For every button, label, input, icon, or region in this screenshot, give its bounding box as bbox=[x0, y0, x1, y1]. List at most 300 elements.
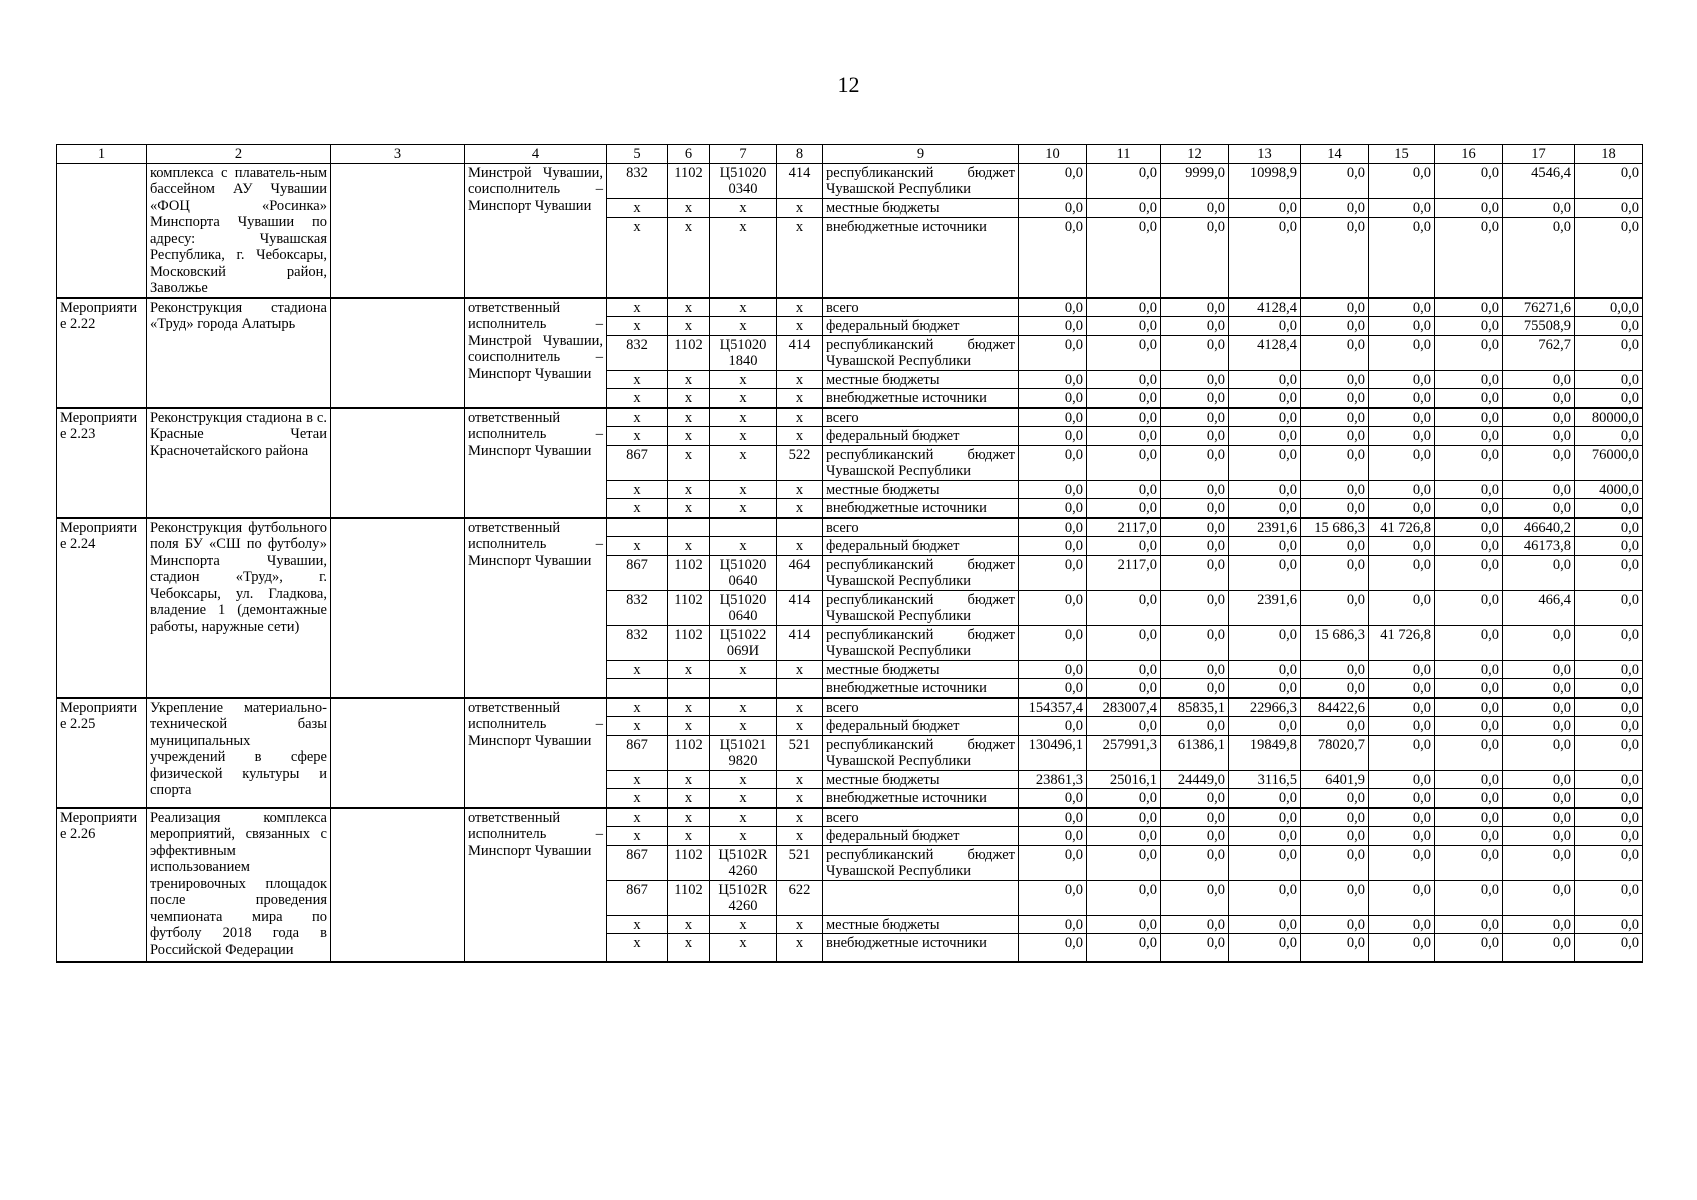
column-header-2: 2 bbox=[147, 145, 331, 164]
expense-type-code: 521 bbox=[777, 735, 823, 770]
value-col-10: 0,0 bbox=[1019, 555, 1087, 590]
expense-type-code: 414 bbox=[777, 590, 823, 625]
expense-type-code: 622 bbox=[777, 880, 823, 915]
value-col-17: 466,4 bbox=[1503, 590, 1575, 625]
value-col-14: 0,0 bbox=[1301, 335, 1369, 370]
value-col-18: 76000,0 bbox=[1575, 445, 1643, 480]
value-col-12: 0,0 bbox=[1161, 789, 1229, 808]
value-col-15: 0,0 bbox=[1369, 808, 1435, 827]
section-code: x bbox=[668, 717, 710, 736]
value-col-12: 0,0 bbox=[1161, 298, 1229, 317]
value-col-10: 154357,4 bbox=[1019, 698, 1087, 717]
value-col-17: 0,0 bbox=[1503, 427, 1575, 446]
measure-column-3 bbox=[331, 808, 465, 962]
value-col-10: 0,0 bbox=[1019, 845, 1087, 880]
value-col-17: 0,0 bbox=[1503, 770, 1575, 789]
value-col-14: 0,0 bbox=[1301, 789, 1369, 808]
target-article-code: Ц51022 069И bbox=[710, 625, 777, 660]
expense-type-code: x bbox=[777, 698, 823, 717]
expense-type-code: x bbox=[777, 808, 823, 827]
expense-type-code: x bbox=[777, 408, 823, 427]
column-header-13: 13 bbox=[1229, 145, 1301, 164]
value-col-18: 0,0 bbox=[1575, 915, 1643, 934]
value-col-17: 0,0 bbox=[1503, 934, 1575, 962]
value-col-10: 0,0 bbox=[1019, 880, 1087, 915]
value-col-12: 0,0 bbox=[1161, 408, 1229, 427]
value-col-17: 0,0 bbox=[1503, 827, 1575, 846]
section-code: x bbox=[668, 389, 710, 408]
value-col-12: 0,0 bbox=[1161, 827, 1229, 846]
value-col-14: 0,0 bbox=[1301, 590, 1369, 625]
value-col-14: 0,0 bbox=[1301, 298, 1369, 317]
value-col-15: 0,0 bbox=[1369, 408, 1435, 427]
value-col-13: 0,0 bbox=[1229, 934, 1301, 962]
value-col-15: 0,0 bbox=[1369, 199, 1435, 218]
value-col-13: 22966,3 bbox=[1229, 698, 1301, 717]
value-col-13: 4128,4 bbox=[1229, 298, 1301, 317]
expense-type-code: x bbox=[777, 218, 823, 298]
value-col-10: 0,0 bbox=[1019, 389, 1087, 408]
value-col-17: 0,0 bbox=[1503, 370, 1575, 389]
value-col-13: 0,0 bbox=[1229, 625, 1301, 660]
value-col-14: 0,0 bbox=[1301, 480, 1369, 499]
ministry-code: 867 bbox=[607, 445, 668, 480]
expense-type-code: x bbox=[777, 537, 823, 556]
section-code: x bbox=[668, 480, 710, 499]
value-col-15: 0,0 bbox=[1369, 427, 1435, 446]
target-article-code: x bbox=[710, 370, 777, 389]
target-article-code: x bbox=[710, 660, 777, 679]
value-col-10: 0,0 bbox=[1019, 660, 1087, 679]
value-col-11: 0,0 bbox=[1087, 427, 1161, 446]
column-header-8: 8 bbox=[777, 145, 823, 164]
value-col-16: 0,0 bbox=[1435, 298, 1503, 317]
funding-source: республиканский бюджет Чувашской Республики bbox=[823, 845, 1019, 880]
expense-type-code: x bbox=[777, 915, 823, 934]
ministry-code: 832 bbox=[607, 335, 668, 370]
ministry-code: 867 bbox=[607, 845, 668, 880]
target-article-code: x bbox=[710, 389, 777, 408]
value-col-18: 0,0 bbox=[1575, 199, 1643, 218]
value-col-18: 0,0 bbox=[1575, 735, 1643, 770]
funding-source: республиканский бюджет Чувашской Республики bbox=[823, 590, 1019, 625]
value-col-13: 0,0 bbox=[1229, 537, 1301, 556]
target-article-code: x bbox=[710, 427, 777, 446]
column-header-15: 15 bbox=[1369, 145, 1435, 164]
ministry-code: 867 bbox=[607, 735, 668, 770]
column-header-18: 18 bbox=[1575, 145, 1643, 164]
ministry-code: 867 bbox=[607, 880, 668, 915]
value-col-15: 0,0 bbox=[1369, 679, 1435, 698]
value-col-12: 0,0 bbox=[1161, 555, 1229, 590]
value-col-13: 3116,5 bbox=[1229, 770, 1301, 789]
funding-source: федеральный бюджет bbox=[823, 717, 1019, 736]
section-code: 1102 bbox=[668, 590, 710, 625]
target-article-code: x bbox=[710, 408, 777, 427]
value-col-18: 0,0 bbox=[1575, 679, 1643, 698]
value-col-14: 0,0 bbox=[1301, 880, 1369, 915]
section-code: x bbox=[668, 934, 710, 962]
target-article-code: x bbox=[710, 789, 777, 808]
section-code: x bbox=[668, 370, 710, 389]
column-header-11: 11 bbox=[1087, 145, 1161, 164]
value-col-17: 0,0 bbox=[1503, 735, 1575, 770]
expense-type-code: 521 bbox=[777, 845, 823, 880]
ministry-code: x bbox=[607, 698, 668, 717]
table-row bbox=[57, 698, 1643, 717]
section-code: x bbox=[668, 317, 710, 336]
target-article-code: x bbox=[710, 199, 777, 218]
expense-type-code: x bbox=[777, 717, 823, 736]
value-col-16: 0,0 bbox=[1435, 625, 1503, 660]
value-col-12: 0,0 bbox=[1161, 218, 1229, 298]
value-col-14: 0,0 bbox=[1301, 934, 1369, 962]
measure-number bbox=[57, 163, 147, 298]
column-header-5: 5 bbox=[607, 145, 668, 164]
value-col-17: 0,0 bbox=[1503, 199, 1575, 218]
value-col-16: 0,0 bbox=[1435, 915, 1503, 934]
value-col-16: 0,0 bbox=[1435, 370, 1503, 389]
measure-executor: Минстрой Чувашии, соисполнитель – Минспорт Чувашии bbox=[465, 163, 607, 298]
value-col-17: 0,0 bbox=[1503, 555, 1575, 590]
value-col-18: 0,0 bbox=[1575, 770, 1643, 789]
section-code: x bbox=[668, 915, 710, 934]
value-col-11: 0,0 bbox=[1087, 827, 1161, 846]
value-col-13: 0,0 bbox=[1229, 679, 1301, 698]
ministry-code: x bbox=[607, 789, 668, 808]
value-col-11: 0,0 bbox=[1087, 537, 1161, 556]
value-col-14: 0,0 bbox=[1301, 499, 1369, 518]
value-col-16: 0,0 bbox=[1435, 934, 1503, 962]
value-col-12: 0,0 bbox=[1161, 915, 1229, 934]
measure-executor: ответственный исполнитель – Минспорт Чувашии bbox=[465, 408, 607, 518]
value-col-13: 0,0 bbox=[1229, 317, 1301, 336]
value-col-13: 0,0 bbox=[1229, 915, 1301, 934]
value-col-12: 0,0 bbox=[1161, 679, 1229, 698]
target-article-code: x bbox=[710, 298, 777, 317]
value-col-15: 0,0 bbox=[1369, 735, 1435, 770]
value-col-16: 0,0 bbox=[1435, 698, 1503, 717]
value-col-10: 0,0 bbox=[1019, 370, 1087, 389]
expense-type-code: x bbox=[777, 199, 823, 218]
value-col-10: 0,0 bbox=[1019, 789, 1087, 808]
value-col-17: 0,0 bbox=[1503, 915, 1575, 934]
value-col-14: 0,0 bbox=[1301, 370, 1369, 389]
section-code: x bbox=[668, 445, 710, 480]
value-col-14: 78020,7 bbox=[1301, 735, 1369, 770]
value-col-12: 0,0 bbox=[1161, 199, 1229, 218]
value-col-18: 0,0 bbox=[1575, 660, 1643, 679]
value-col-15: 0,0 bbox=[1369, 770, 1435, 789]
value-col-14: 0,0 bbox=[1301, 679, 1369, 698]
value-col-15: 0,0 bbox=[1369, 370, 1435, 389]
expense-type-code: x bbox=[777, 370, 823, 389]
expense-type-code: 522 bbox=[777, 445, 823, 480]
value-col-15: 0,0 bbox=[1369, 590, 1435, 625]
funding-source: местные бюджеты bbox=[823, 199, 1019, 218]
value-col-10: 0,0 bbox=[1019, 537, 1087, 556]
value-col-11: 0,0 bbox=[1087, 808, 1161, 827]
expense-type-code: x bbox=[777, 298, 823, 317]
value-col-17: 0,0 bbox=[1503, 218, 1575, 298]
value-col-10: 0,0 bbox=[1019, 199, 1087, 218]
column-header-16: 16 bbox=[1435, 145, 1503, 164]
value-col-14: 0,0 bbox=[1301, 660, 1369, 679]
measure-block bbox=[57, 298, 1643, 408]
value-col-14: 0,0 bbox=[1301, 845, 1369, 880]
ministry-code: x bbox=[607, 317, 668, 336]
value-col-15: 0,0 bbox=[1369, 317, 1435, 336]
value-col-16: 0,0 bbox=[1435, 199, 1503, 218]
value-col-13: 0,0 bbox=[1229, 717, 1301, 736]
value-col-15: 0,0 bbox=[1369, 537, 1435, 556]
value-col-10: 0,0 bbox=[1019, 679, 1087, 698]
value-col-12: 0,0 bbox=[1161, 518, 1229, 537]
expense-type-code: x bbox=[777, 827, 823, 846]
value-col-18: 0,0,0 bbox=[1575, 298, 1643, 317]
page-number: 12 bbox=[837, 72, 860, 97]
value-col-11: 0,0 bbox=[1087, 625, 1161, 660]
ministry-code: x bbox=[607, 537, 668, 556]
value-col-16: 0,0 bbox=[1435, 735, 1503, 770]
value-col-14: 6401,9 bbox=[1301, 770, 1369, 789]
value-col-11: 25016,1 bbox=[1087, 770, 1161, 789]
value-col-11: 0,0 bbox=[1087, 389, 1161, 408]
section-code: 1102 bbox=[668, 735, 710, 770]
value-col-13: 0,0 bbox=[1229, 370, 1301, 389]
section-code: 1102 bbox=[668, 555, 710, 590]
budget-table bbox=[56, 144, 1643, 963]
value-col-17: 0,0 bbox=[1503, 625, 1575, 660]
funding-source: республиканский бюджет Чувашской Республики bbox=[823, 445, 1019, 480]
value-col-11: 0,0 bbox=[1087, 408, 1161, 427]
value-col-18: 0,0 bbox=[1575, 499, 1643, 518]
section-code: x bbox=[668, 499, 710, 518]
value-col-17: 76271,6 bbox=[1503, 298, 1575, 317]
value-col-18: 0,0 bbox=[1575, 389, 1643, 408]
section-code bbox=[668, 518, 710, 537]
ministry-code: x bbox=[607, 480, 668, 499]
value-col-16: 0,0 bbox=[1435, 880, 1503, 915]
value-col-16: 0,0 bbox=[1435, 499, 1503, 518]
value-col-12: 0,0 bbox=[1161, 317, 1229, 336]
funding-source: местные бюджеты bbox=[823, 480, 1019, 499]
section-code: x bbox=[668, 427, 710, 446]
expense-type-code: x bbox=[777, 389, 823, 408]
value-col-11: 283007,4 bbox=[1087, 698, 1161, 717]
value-col-13: 0,0 bbox=[1229, 827, 1301, 846]
value-col-12: 61386,1 bbox=[1161, 735, 1229, 770]
target-article-code: Ц51020 0340 bbox=[710, 163, 777, 199]
value-col-12: 0,0 bbox=[1161, 625, 1229, 660]
value-col-11: 0,0 bbox=[1087, 880, 1161, 915]
value-col-16: 0,0 bbox=[1435, 717, 1503, 736]
value-col-12: 9999,0 bbox=[1161, 163, 1229, 199]
value-col-18: 0,0 bbox=[1575, 717, 1643, 736]
expense-type-code: x bbox=[777, 480, 823, 499]
value-col-10: 0,0 bbox=[1019, 590, 1087, 625]
ministry-code: 832 bbox=[607, 163, 668, 199]
expense-type-code: 414 bbox=[777, 163, 823, 199]
value-col-13: 0,0 bbox=[1229, 427, 1301, 446]
value-col-10: 0,0 bbox=[1019, 335, 1087, 370]
value-col-10: 0,0 bbox=[1019, 625, 1087, 660]
value-col-12: 0,0 bbox=[1161, 389, 1229, 408]
value-col-13: 2391,6 bbox=[1229, 518, 1301, 537]
value-col-11: 0,0 bbox=[1087, 445, 1161, 480]
value-col-16: 0,0 bbox=[1435, 679, 1503, 698]
table-row bbox=[57, 298, 1643, 317]
value-col-14: 0,0 bbox=[1301, 218, 1369, 298]
funding-source: внебюджетные источники bbox=[823, 934, 1019, 962]
target-article-code: Ц5102R 4260 bbox=[710, 845, 777, 880]
value-col-10: 0,0 bbox=[1019, 915, 1087, 934]
value-col-12: 0,0 bbox=[1161, 499, 1229, 518]
value-col-13: 0,0 bbox=[1229, 408, 1301, 427]
value-col-12: 0,0 bbox=[1161, 934, 1229, 962]
value-col-11: 0,0 bbox=[1087, 163, 1161, 199]
column-header-7: 7 bbox=[710, 145, 777, 164]
value-col-11: 0,0 bbox=[1087, 845, 1161, 880]
value-col-10: 0,0 bbox=[1019, 518, 1087, 537]
value-col-11: 0,0 bbox=[1087, 298, 1161, 317]
column-header-3: 3 bbox=[331, 145, 465, 164]
expense-type-code: x bbox=[777, 427, 823, 446]
value-col-16: 0,0 bbox=[1435, 555, 1503, 590]
value-col-15: 0,0 bbox=[1369, 789, 1435, 808]
value-col-11: 0,0 bbox=[1087, 335, 1161, 370]
value-col-18: 0,0 bbox=[1575, 808, 1643, 827]
section-code: 1102 bbox=[668, 625, 710, 660]
section-code: x bbox=[668, 827, 710, 846]
target-article-code: x bbox=[710, 717, 777, 736]
ministry-code: x bbox=[607, 218, 668, 298]
value-col-16: 0,0 bbox=[1435, 789, 1503, 808]
measure-block bbox=[57, 698, 1643, 808]
section-code: x bbox=[668, 408, 710, 427]
funding-source: местные бюджеты bbox=[823, 660, 1019, 679]
ministry-code: x bbox=[607, 298, 668, 317]
value-col-18: 0,0 bbox=[1575, 317, 1643, 336]
value-col-17: 75508,9 bbox=[1503, 317, 1575, 336]
value-col-10: 0,0 bbox=[1019, 163, 1087, 199]
section-code bbox=[668, 679, 710, 698]
measure-number: Мероприятие 2.23 bbox=[57, 408, 147, 518]
value-col-12: 0,0 bbox=[1161, 370, 1229, 389]
table-row bbox=[57, 163, 1643, 199]
section-code: 1102 bbox=[668, 163, 710, 199]
ministry-code: x bbox=[607, 915, 668, 934]
value-col-15: 0,0 bbox=[1369, 335, 1435, 370]
value-col-17: 0,0 bbox=[1503, 660, 1575, 679]
target-article-code: Ц51020 0640 bbox=[710, 590, 777, 625]
value-col-17: 0,0 bbox=[1503, 408, 1575, 427]
value-col-10: 0,0 bbox=[1019, 480, 1087, 499]
value-col-10: 0,0 bbox=[1019, 218, 1087, 298]
value-col-11: 0,0 bbox=[1087, 915, 1161, 934]
value-col-12: 0,0 bbox=[1161, 845, 1229, 880]
funding-source: внебюджетные источники bbox=[823, 218, 1019, 298]
target-article-code: x bbox=[710, 537, 777, 556]
measure-executor: ответственный исполнитель – Минстрой Чувашии, соисполнитель – Минспорт Чувашии bbox=[465, 298, 607, 408]
value-col-11: 2117,0 bbox=[1087, 555, 1161, 590]
value-col-15: 0,0 bbox=[1369, 389, 1435, 408]
value-col-15: 0,0 bbox=[1369, 499, 1435, 518]
expense-type-code bbox=[777, 518, 823, 537]
value-col-18: 0,0 bbox=[1575, 537, 1643, 556]
measure-title: Реконструкция футбольного поля БУ «СШ по футболу» Минспорта Чувашии, стадион «Труд», г. Чебоксары, ул. Гладкова, владение 1 (демонтажные работы, наружные сети) bbox=[147, 518, 331, 698]
expense-type-code: x bbox=[777, 499, 823, 518]
value-col-18: 0,0 bbox=[1575, 370, 1643, 389]
target-article-code: x bbox=[710, 827, 777, 846]
value-col-15: 0,0 bbox=[1369, 698, 1435, 717]
value-col-18: 0,0 bbox=[1575, 625, 1643, 660]
value-col-16: 0,0 bbox=[1435, 335, 1503, 370]
measure-executor: ответственный исполнитель – Минспорт Чувашии bbox=[465, 698, 607, 808]
value-col-15: 0,0 bbox=[1369, 445, 1435, 480]
value-col-13: 0,0 bbox=[1229, 218, 1301, 298]
value-col-18: 0,0 bbox=[1575, 555, 1643, 590]
measure-executor: ответственный исполнитель – Минспорт Чувашии bbox=[465, 808, 607, 962]
value-col-12: 0,0 bbox=[1161, 335, 1229, 370]
funding-source: федеральный бюджет bbox=[823, 317, 1019, 336]
value-col-13: 2391,6 bbox=[1229, 590, 1301, 625]
funding-source: республиканский бюджет Чувашской Республики bbox=[823, 555, 1019, 590]
target-article-code: Ц51020 0640 bbox=[710, 555, 777, 590]
ministry-code: x bbox=[607, 827, 668, 846]
value-col-17: 0,0 bbox=[1503, 808, 1575, 827]
value-col-18: 0,0 bbox=[1575, 518, 1643, 537]
ministry-code: x bbox=[607, 660, 668, 679]
value-col-13: 4128,4 bbox=[1229, 335, 1301, 370]
funding-source: местные бюджеты bbox=[823, 770, 1019, 789]
ministry-code: x bbox=[607, 770, 668, 789]
ministry-code: 832 bbox=[607, 590, 668, 625]
funding-source: внебюджетные источники bbox=[823, 389, 1019, 408]
value-col-14: 0,0 bbox=[1301, 199, 1369, 218]
ministry-code: x bbox=[607, 370, 668, 389]
value-col-16: 0,0 bbox=[1435, 317, 1503, 336]
value-col-11: 0,0 bbox=[1087, 218, 1161, 298]
measure-title: комплекса с плаватель-ным бассейном АУ Чувашии «ФОЦ «Росинка» Минспорта Чувашии по адресу: Чувашская Республика, г. Чебоксары, Московский район, Заволжье bbox=[147, 163, 331, 298]
value-col-18: 4000,0 bbox=[1575, 480, 1643, 499]
value-col-11: 0,0 bbox=[1087, 499, 1161, 518]
ministry-code: x bbox=[607, 389, 668, 408]
value-col-18: 0,0 bbox=[1575, 845, 1643, 880]
target-article-code: x bbox=[710, 445, 777, 480]
value-col-13: 0,0 bbox=[1229, 389, 1301, 408]
value-col-17: 0,0 bbox=[1503, 845, 1575, 880]
section-code: x bbox=[668, 698, 710, 717]
section-code: x bbox=[668, 298, 710, 317]
value-col-18: 0,0 bbox=[1575, 590, 1643, 625]
section-code: 1102 bbox=[668, 880, 710, 915]
funding-source: всего bbox=[823, 408, 1019, 427]
value-col-14: 0,0 bbox=[1301, 827, 1369, 846]
value-col-15: 0,0 bbox=[1369, 880, 1435, 915]
expense-type-code: x bbox=[777, 660, 823, 679]
table-row bbox=[57, 518, 1643, 537]
value-col-14: 15 686,3 bbox=[1301, 625, 1369, 660]
funding-source: республиканский бюджет Чувашской Республики bbox=[823, 335, 1019, 370]
expense-type-code: 464 bbox=[777, 555, 823, 590]
value-col-14: 0,0 bbox=[1301, 808, 1369, 827]
target-article-code: x bbox=[710, 915, 777, 934]
ministry-code: x bbox=[607, 934, 668, 962]
measure-title: Реконструкция стадиона в с. Красные Четаи Красночетайского района bbox=[147, 408, 331, 518]
value-col-16: 0,0 bbox=[1435, 827, 1503, 846]
value-col-16: 0,0 bbox=[1435, 845, 1503, 880]
